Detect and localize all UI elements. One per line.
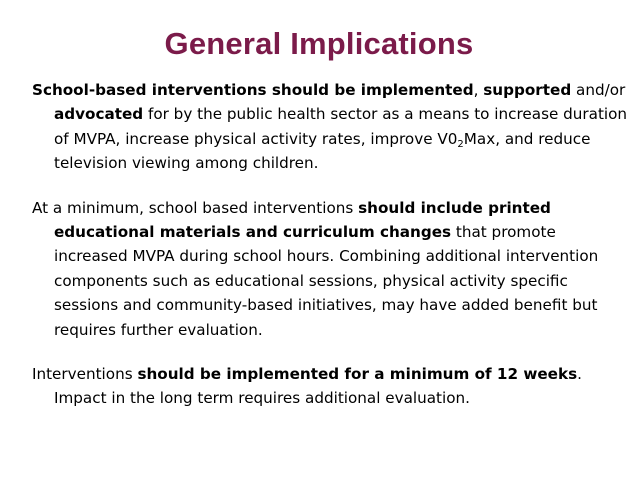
text-run: , [473,81,484,99]
text-run: should include printed educational materials and curriculum changes [54,198,551,242]
paragraph-duration [32,362,628,411]
slide-title: General Implications [164,26,474,61]
text-run: and/or [571,81,626,99]
text-run: supported [483,81,572,99]
text-run: Max, and reduce television viewing among children. [54,129,591,173]
text-run: . Impact in the long term requires additional evaluation. [54,365,582,408]
text-run: advocated [54,105,144,124]
subscript-text: 2 [457,138,464,150]
text-run: for by the public health sector as a means to increase duration of MVPA, increase physical activity rates, improve V0 [54,105,628,148]
text-run: School-based interventions should be implemented [32,81,474,99]
paragraph-minimum-requirements [32,196,628,342]
paragraph-school-based-interventions [32,78,628,176]
text-run: Interventions [32,365,138,384]
slide-body [32,78,628,411]
text-run: At a minimum, school based interventions [32,198,359,217]
text-run: that promote increased MVPA during school hours. Combining additional intervention components such as educational sessions, physical activity specific sessions and community-based initiatives, may have added benefit but requires further evaluation. [54,223,599,339]
text-run: should be implemented for a minimum of 12 weeks [137,365,578,384]
